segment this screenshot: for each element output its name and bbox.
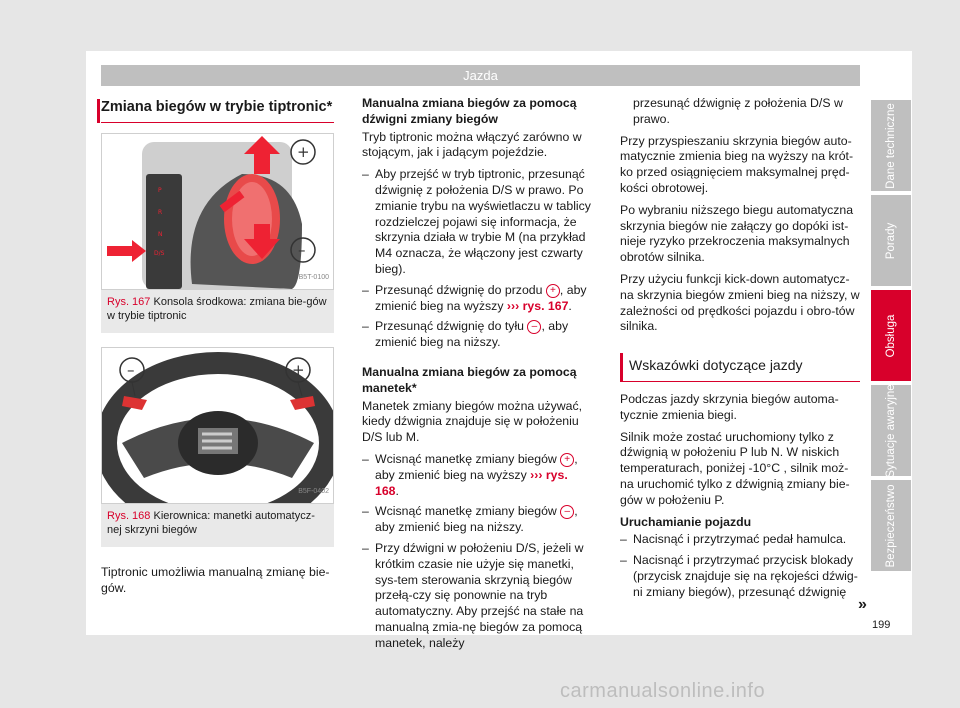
list-item: – Nacisnąć i przytrzymać przycisk blokady (przycisk znajduje się na rękojeści dźwig-ni zmiany biegów), przesunąć dźwignię — [620, 553, 860, 600]
minus-symbol: – — [298, 240, 306, 259]
paragraph: Podczas jazdy skrzynia biegów automa-tycznie zmienia biegi. — [620, 391, 839, 422]
figure-168 — [101, 347, 334, 504]
figure-caption-text: Kierownica: manetki automatycz-nej skrzyni biegów — [107, 509, 315, 536]
list-item: – Wcisnąć manetkę zmiany biegów – , aby zmienić bieg na niższy. — [362, 504, 594, 536]
section-heading: Wskazówki dotyczące jazdy — [620, 353, 860, 382]
page-number: 199 — [872, 619, 891, 631]
figure-caption — [101, 504, 334, 547]
list-item: – Aby przejść w tryb tiptronic, przesunąć dźwignię z położenia D/S w prawo. Po zmianie trybu na wyświetlaczu w tablicy rozdzielczej pojawi się informacja, że skrzynia działa w trybie M (na przykład M4 oznacza, że włączony jest czwarty bieg). — [362, 167, 594, 278]
tab-porady[interactable]: Porady — [871, 195, 911, 286]
paragraph: Przy przyspieszaniu skrzynia biegów auto-matycznie zmienia bieg na wyższy na krót-ko przed osiągnięciem maksymalnej pręd-kości obrotowej. — [620, 133, 854, 195]
minus-symbol: – — [127, 360, 135, 379]
paragraph: Przy użyciu funkcji kick-down automatycz-na skrzynia biegów zmieni bieg na niższy, w zależności od prędkości pojazdu i obro-tów silnika. — [620, 271, 860, 334]
minus-icon: – — [560, 505, 574, 519]
tab-bezpieczenstwo[interactable]: Bezpieczeństwo — [871, 480, 911, 571]
figure-167 — [101, 133, 334, 290]
watermark: carmanualsonline.info — [560, 680, 766, 702]
paragraph: Po wybraniu niższego biegu automatyczna skrzynia biegów nie załączy go dopóki ist-nieje ryzyko przekroczenia maksymalnych obrotów silnika. — [620, 202, 854, 265]
column-left — [101, 96, 334, 602]
paragraph: Manetek zmiany biegów można używać, kiedy dźwignia znajduje się w położeniu D/S lub M. — [362, 398, 583, 445]
list-item: – Wcisnąć manetkę zmiany biegów + , aby zmienić bieg na wyższy ››› rys. 168. — [362, 452, 594, 499]
paragraph: Tryb tiptronic można włączyć zarówno w stojącym, jak i jadącym pojeździe. — [362, 129, 582, 160]
subheading: Manualna zmiana biegów za pomocą manetek* — [362, 364, 577, 395]
continue-icon: » — [858, 596, 867, 613]
column-right — [620, 96, 860, 606]
list-item: – Przesunąć dźwignię do tyłu – , aby zmienić bieg na niższy. — [362, 319, 594, 351]
subheading: Uruchamianie pojazdu — [620, 514, 752, 529]
plus-icon: + — [546, 284, 560, 298]
page-header: Jazda — [101, 65, 860, 86]
subheading: Manualna zmiana biegów za pomocą dźwigni zmiany biegów — [362, 96, 577, 126]
gear-label-p: P — [158, 186, 162, 194]
paragraph: przesunąć dźwignię z położenia D/S w prawo. — [633, 96, 843, 126]
gear-label-n: N — [158, 230, 163, 238]
paragraph: Silnik może zostać uruchomiony tylko z dźwignią w położeniu P lub N. W niskich temperaturach, poniżej -10°C , silnik moż-na uruchomić tylko z dźwignią zmiany bie-gów w położeniu P. — [620, 429, 850, 507]
paragraph: Tiptronic umożliwia manualną zmianę bie-gów. — [101, 564, 330, 595]
plus-symbol: + — [297, 142, 310, 161]
tab-dane-techniczne[interactable]: Dane techniczne — [871, 100, 911, 191]
figure-code: B5T-0100 — [298, 274, 329, 281]
gear-label-r: R — [158, 208, 163, 216]
list-item: – Nacisnąć i przytrzymać pedał hamulca. — [620, 532, 860, 548]
figure-code: B5F-0402 — [298, 488, 329, 495]
tab-obsluga[interactable]: Obsługa — [871, 290, 911, 381]
list-item: – Przy dźwigni w położeniu D/S, jeżeli w krótkim czasie nie użyje się manetki, sys-tem sterowania skrzynią biegów przełą-czy się ponownie na tryb automatyczny. Aby przejść na stałe na manualną zmia-nę biegów za pomocą manetek, należy — [362, 541, 594, 652]
gear-label-ds: D/S — [154, 249, 165, 257]
minus-icon: – — [527, 320, 541, 334]
list-item: – Przesunąć dźwignię do przodu + , aby zmienić bieg na wyższy ››› rys. 167. — [362, 283, 594, 315]
plus-symbol: + — [292, 360, 305, 379]
column-middle — [362, 96, 594, 657]
figure-caption-text: Konsola środkowa: zmiana bie-gów w trybie tiptronic — [107, 295, 327, 322]
chapter-tabs — [871, 100, 911, 575]
figure-number: Rys. 168 — [107, 509, 151, 522]
tab-sytuacje-awaryjne[interactable]: Sytuacje awaryjne — [871, 385, 911, 476]
figure-link[interactable]: ››› rys. 168 — [375, 467, 568, 498]
figure-number: Rys. 167 — [107, 295, 151, 308]
section-title: Zmiana biegów w trybie tiptronic* — [101, 96, 334, 123]
figure-caption — [101, 290, 334, 333]
steering-wheel-illustration — [102, 348, 334, 503]
gear-console-illustration — [102, 134, 334, 289]
figure-link[interactable]: ››› rys. 167 — [506, 298, 569, 313]
plus-icon: + — [560, 453, 574, 467]
